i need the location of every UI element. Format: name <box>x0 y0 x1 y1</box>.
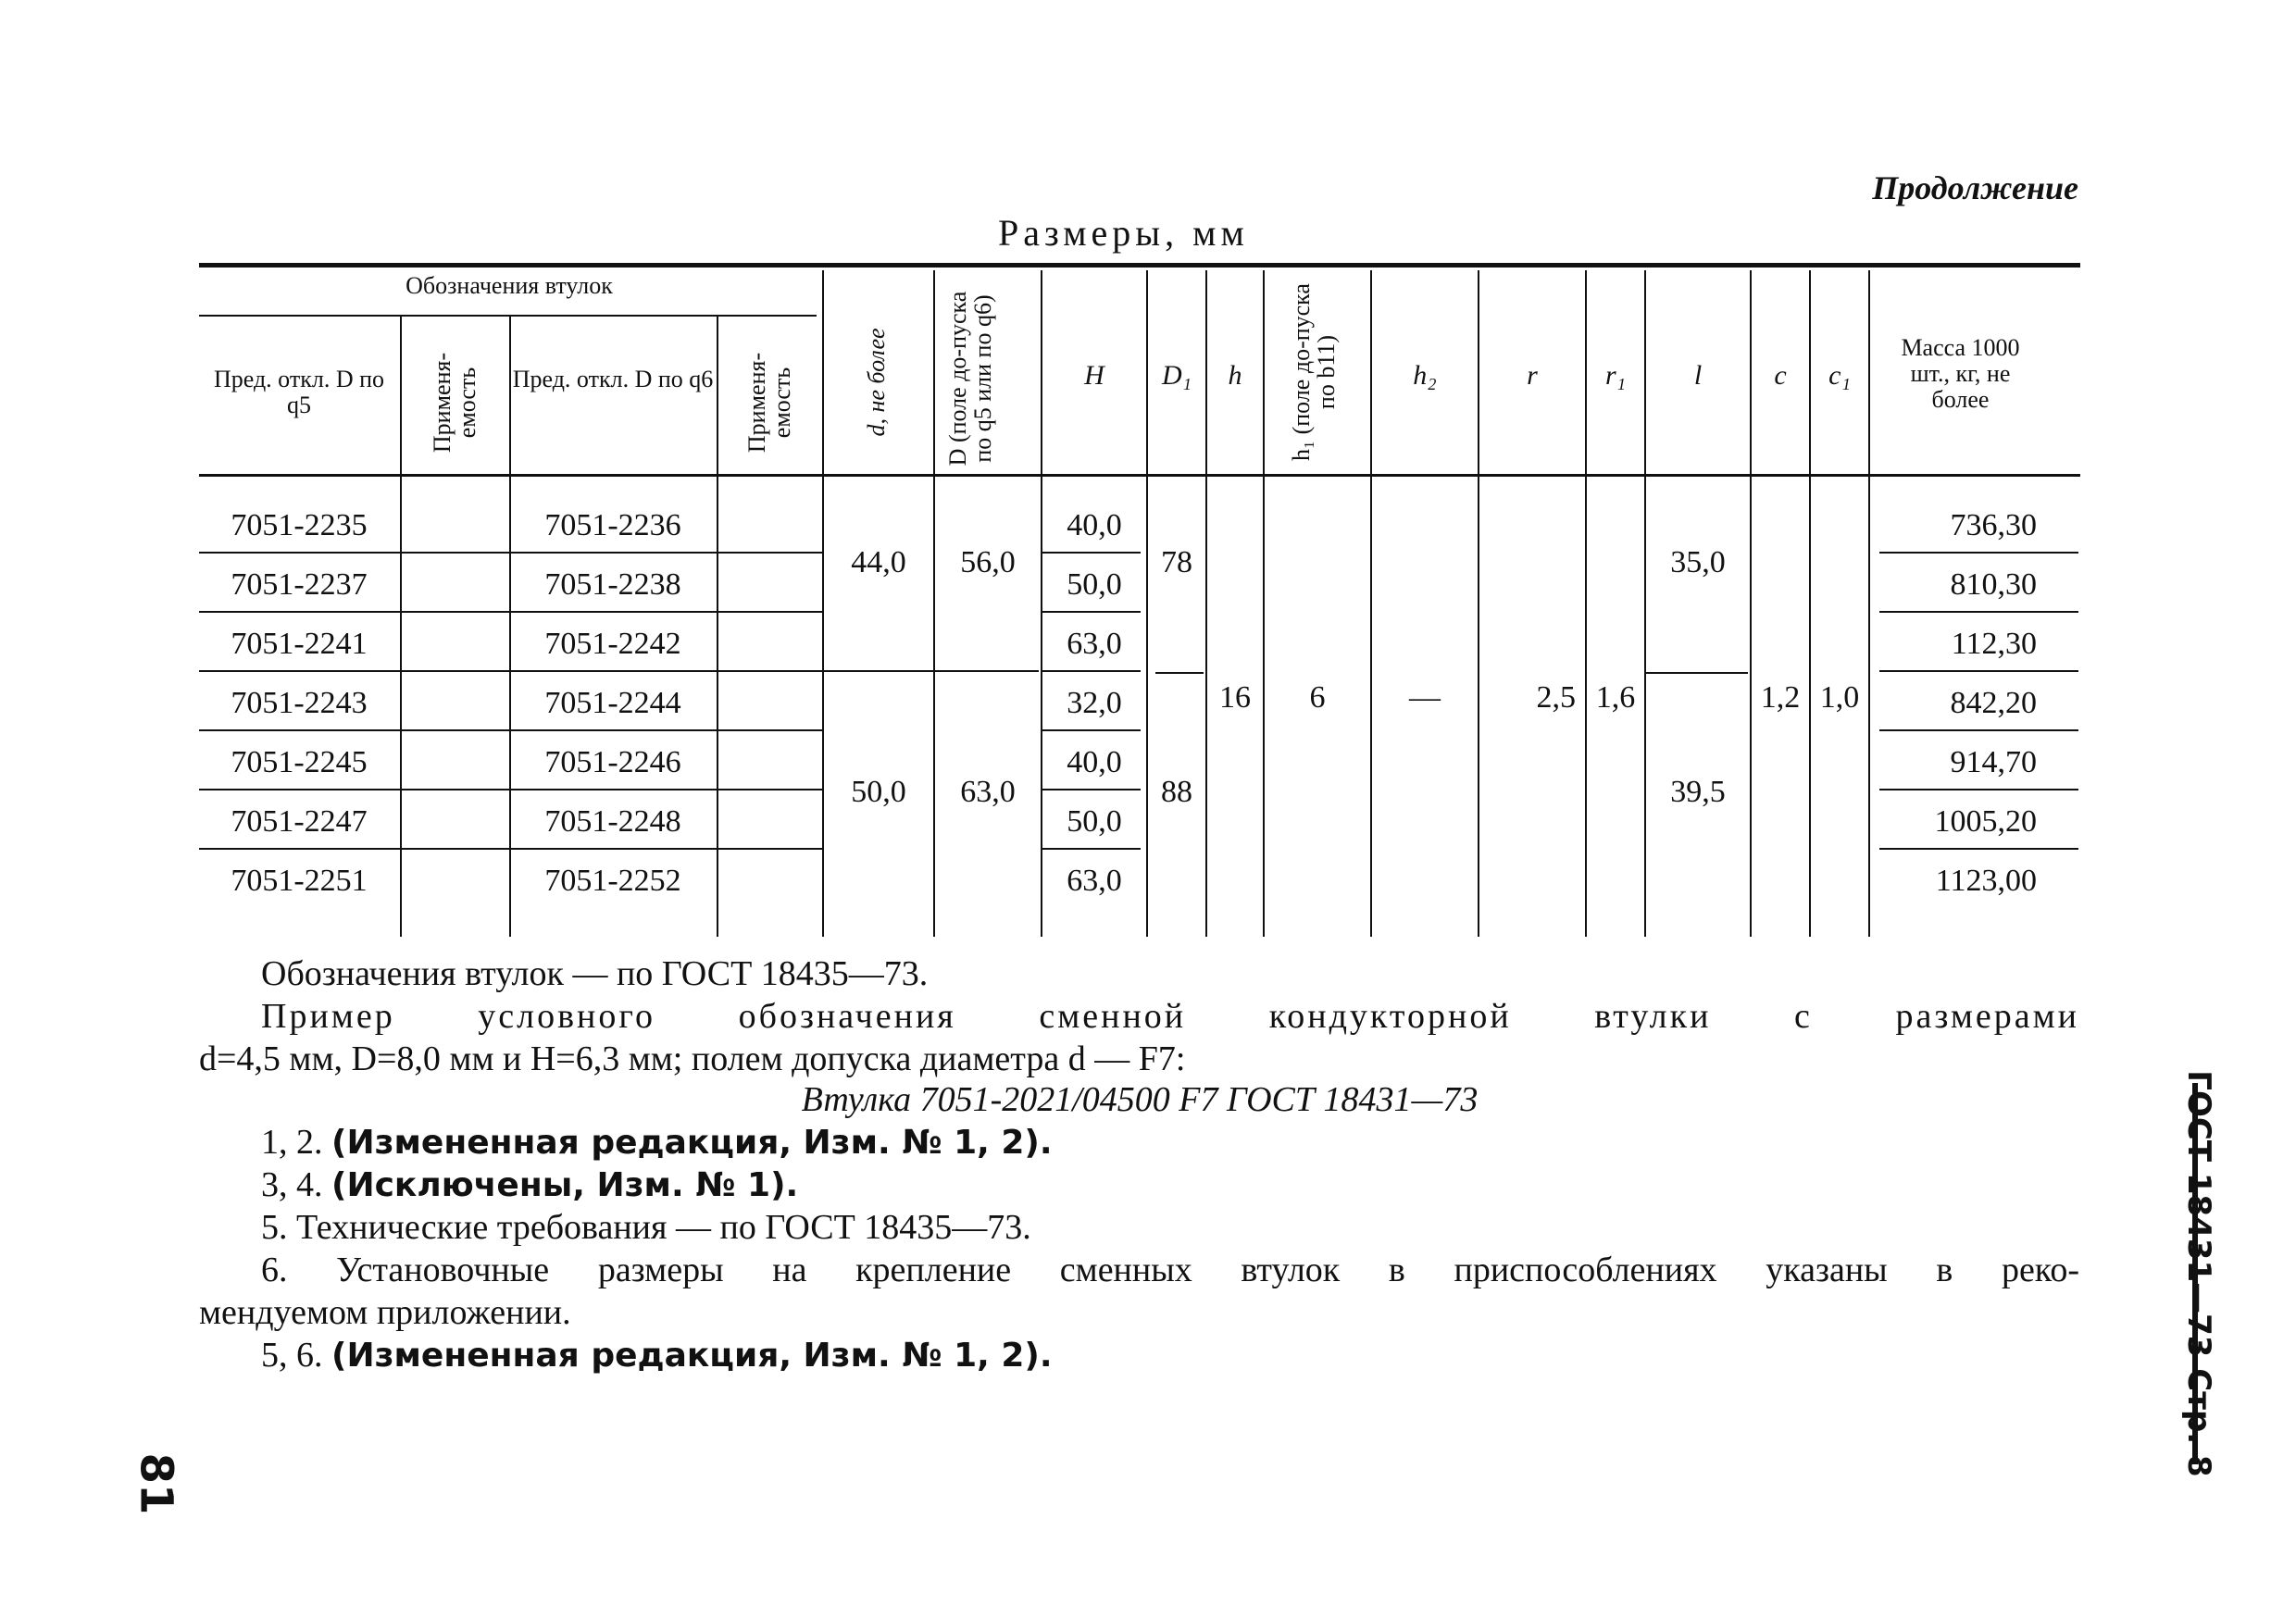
cell-q5: 7051-2247 <box>231 804 368 839</box>
note-designations: Обозначения втулок — по ГОСТ 18435—73. <box>261 954 929 993</box>
cell-mass: 842,20 <box>1950 686 2037 720</box>
group-header-label: Обозначения втулок <box>406 272 613 299</box>
cell-l-group1: 35,0 <box>1670 545 1726 579</box>
note-number: 3, 4. <box>261 1165 323 1204</box>
cell-c: 1,2 <box>1760 680 1801 715</box>
cell-H: 50,0 <box>1067 567 1122 602</box>
row-rule <box>1041 670 1141 672</box>
group-rule <box>1155 672 1204 674</box>
note-bold: (Исключены, Изм. № 1). <box>331 1166 799 1204</box>
cell-q5: 7051-2245 <box>231 745 368 779</box>
cell-r1: 1,6 <box>1595 680 1636 715</box>
note-example-line2: d=4,5 мм, D=8,0 мм и H=6,3 мм; полем допуска диаметра d — F7: <box>199 1039 1186 1078</box>
col-header-h2: h₂ <box>1413 360 1437 391</box>
page-number: 81 <box>130 1452 182 1515</box>
cell-q6: 7051-2248 <box>544 804 681 839</box>
cell-q6: 7051-2238 <box>544 567 681 602</box>
cell-mass: 1005,20 <box>1934 804 2037 839</box>
note-example-line1: Пример условного обозначения сменной кондукторной втулки с размерами <box>261 997 2079 1036</box>
row-rule <box>1879 552 2078 554</box>
note-number: 5, 6. <box>261 1336 323 1375</box>
column-rule <box>933 270 935 937</box>
cell-l-group2: 39,5 <box>1670 775 1726 809</box>
note-excluded-3-4 <box>261 1164 798 1206</box>
col-header-pred-q6: Пред. откл. D по q6 <box>512 366 714 392</box>
row-rule <box>1041 552 1141 554</box>
group-rule <box>822 670 1039 672</box>
cell-q5: 7051-2251 <box>231 864 368 898</box>
table-top-rule <box>199 263 2080 268</box>
cell-D-group2: 63,0 <box>960 775 1016 809</box>
row-rule <box>1879 789 2078 790</box>
row-rule <box>1879 670 2078 672</box>
side-standard-label: ГОСТ 18431—73 Стр. 8 <box>2180 1070 2217 1477</box>
col-header-c: c <box>1774 360 1787 391</box>
cell-h: 16 <box>1219 680 1251 715</box>
col-header-pred-q5: Пред. откл. D по q5 <box>213 366 385 418</box>
column-rule <box>717 317 718 937</box>
group-rule <box>1644 672 1748 674</box>
row-rule <box>1879 729 2078 731</box>
cell-q6: 7051-2242 <box>544 627 681 661</box>
col-header-D1: D₁ <box>1161 360 1192 391</box>
cell-H: 40,0 <box>1067 508 1122 542</box>
cell-H: 40,0 <box>1067 745 1122 779</box>
cell-H: 63,0 <box>1067 627 1122 661</box>
cell-q6: 7051-2252 <box>544 864 681 898</box>
cell-mass: 914,70 <box>1950 745 2037 779</box>
note-installation-line2: мендуемом приложении. <box>199 1293 571 1332</box>
cell-H: 63,0 <box>1067 864 1122 898</box>
cell-d-group2: 50,0 <box>851 775 906 809</box>
cell-H: 50,0 <box>1067 804 1122 839</box>
table-caption: Размеры, мм <box>998 212 1249 254</box>
col-header-d: d, не более <box>863 328 890 437</box>
row-rule <box>1041 848 1141 850</box>
cell-q5: 7051-2243 <box>231 686 368 720</box>
col-header-r: r <box>1527 360 1538 391</box>
column-rule <box>400 317 402 937</box>
col-header-c1: c₁ <box>1828 360 1851 391</box>
cell-D1-group1: 78 <box>1161 545 1192 579</box>
col-header-H: H <box>1084 360 1104 391</box>
cell-q6: 7051-2244 <box>544 686 681 720</box>
col-header-l: l <box>1693 360 1703 391</box>
note-bold: (Измененная редакция, Изм. № 1, 2). <box>331 1337 1053 1375</box>
note-change-1-2 <box>261 1122 1053 1164</box>
cell-H: 32,0 <box>1067 686 1122 720</box>
cell-c1: 1,0 <box>1819 680 1860 715</box>
note-bold: (Измененная редакция, Изм. № 1, 2). <box>331 1124 1053 1162</box>
col-header-D: D (поле до-пуска по q5 или по q6) <box>944 291 996 467</box>
col-header-prim2: Применя-емость <box>743 352 795 454</box>
cell-q6: 7051-2236 <box>544 508 681 542</box>
cell-h2: — <box>1409 680 1441 715</box>
cell-mass: 736,30 <box>1950 508 2037 542</box>
note-example-designation: Втулка 7051-2021/04500 F7 ГОСТ 18431—73 <box>801 1080 1479 1119</box>
cell-q6: 7051-2246 <box>544 745 681 779</box>
cell-h1: 6 <box>1309 680 1326 715</box>
cell-q5: 7051-2235 <box>231 508 368 542</box>
col-header-mass: Масса 1000 шт., кг, не более <box>1901 334 2020 413</box>
col-header-h1: h₁ (поле до-пуска по b11) <box>1288 283 1340 461</box>
cell-mass: 810,30 <box>1950 567 2037 602</box>
note-installation-line1: 6. Установочные размеры на крепление сменных втулок в приспособлениях указаны в реко- <box>261 1251 2079 1289</box>
cell-mass: 1123,00 <box>1935 864 2037 898</box>
cell-q5: 7051-2241 <box>231 627 368 661</box>
group-header-rule <box>199 315 817 317</box>
cell-d-group1: 44,0 <box>851 545 906 579</box>
header-bottom-rule <box>199 474 2080 477</box>
row-rule <box>1041 611 1141 613</box>
row-rule <box>1879 611 2078 613</box>
cell-D1-group2: 88 <box>1161 775 1192 809</box>
note-number: 1, 2. <box>261 1123 323 1162</box>
cell-q5: 7051-2237 <box>231 567 368 602</box>
row-rule <box>1879 848 2078 850</box>
row-rule <box>1041 789 1141 790</box>
col-header-h: h <box>1228 360 1242 391</box>
cell-D-group1: 56,0 <box>960 545 1016 579</box>
column-rule <box>1263 270 1265 937</box>
column-rule <box>822 270 824 937</box>
col-header-prim1: Применя-емость <box>429 352 480 454</box>
note-technical-requirements: 5. Технические требования — по ГОСТ 18435—73. <box>261 1208 1031 1247</box>
col-header-r1: r₁ <box>1604 360 1627 391</box>
row-rule <box>1041 729 1141 731</box>
cell-r: 2,5 <box>1536 680 1576 715</box>
continued-label: Продолжение <box>1872 169 2078 206</box>
cell-mass: 112,30 <box>1951 627 2037 661</box>
note-change-5-6 <box>261 1335 1053 1376</box>
